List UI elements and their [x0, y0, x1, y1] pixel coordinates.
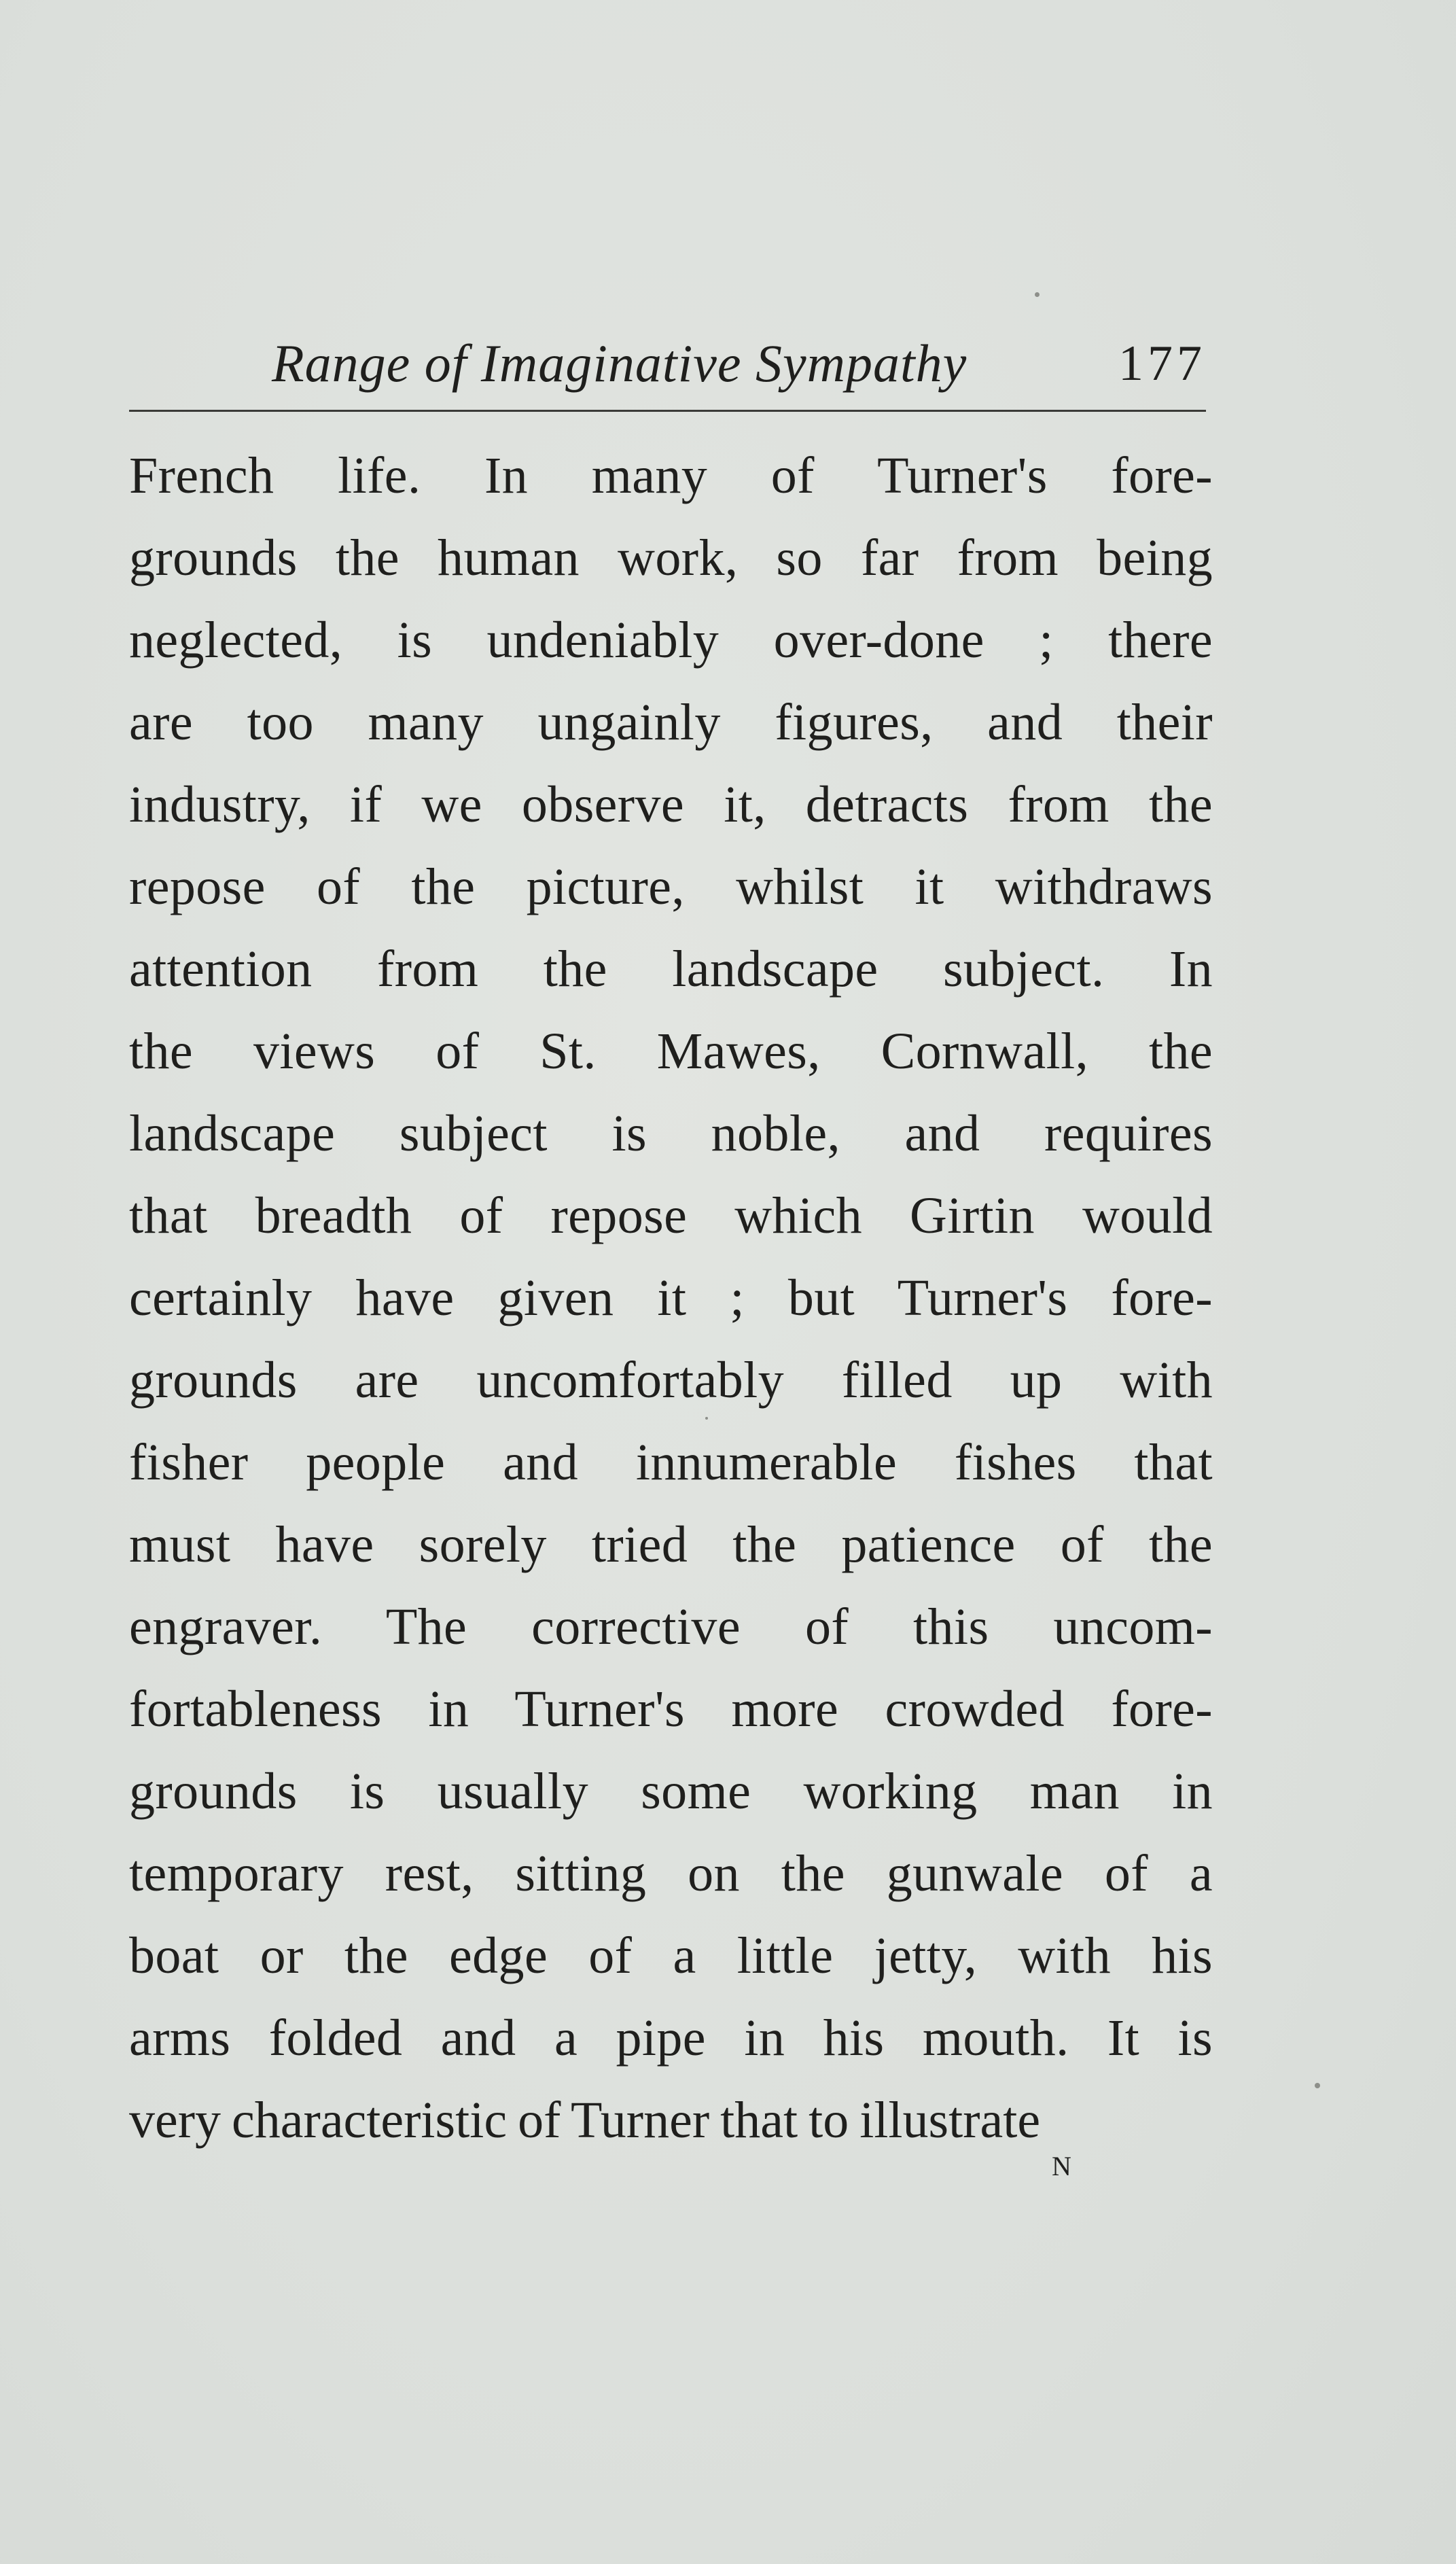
text-line: very characteristic of Turner that to illustrate — [129, 2092, 1041, 2149]
text-line: are too many ungainly figures, and their — [129, 694, 1213, 751]
text-line: grounds is usually some working man in — [129, 1763, 1213, 1820]
signature-mark: N — [1052, 2151, 1072, 2181]
text-line: fortableness in Turner's more crowded fore- — [129, 1681, 1213, 1738]
text-line: fisher people and innumerable fishes that — [129, 1434, 1213, 1491]
text-line: French life. In many of Turner's fore- — [129, 447, 1213, 504]
text-line: certainly have given it ; but Turner's fore- — [129, 1269, 1213, 1327]
text-line: engraver. The corrective of this uncom- — [129, 1598, 1213, 1655]
text-line: the views of St. Mawes, Cornwall, the — [129, 1023, 1213, 1080]
running-header — [129, 326, 1206, 401]
text-line: that breadth of repose which Girtin would — [129, 1187, 1213, 1244]
page-number: 177 — [1118, 336, 1206, 391]
text-line: arms folded and a pipe in his mouth. It is — [129, 2009, 1213, 2067]
text-line: temporary rest, sitting on the gunwale of a — [129, 1845, 1213, 1902]
text-line: industry, if we observe it, detracts from the — [129, 776, 1213, 833]
text-line: must have sorely tried the patience of the — [129, 1516, 1213, 1573]
text-line: repose of the picture, whilst it withdraws — [129, 858, 1213, 915]
paper-speck — [1035, 292, 1040, 297]
text-line: neglected, is undeniably over-done ; there — [129, 612, 1213, 669]
body-text — [129, 435, 1213, 2162]
text-line: attention from the landscape subject. In — [129, 941, 1213, 998]
text-line: landscape subject is noble, and requires — [129, 1105, 1213, 1162]
paper-speck — [1315, 2083, 1320, 2088]
text-line: grounds the human work, so far from being — [129, 529, 1213, 586]
text-line: grounds are uncomfortably filled up with — [129, 1352, 1213, 1409]
running-title: Range of Imaginative Sympathy — [272, 334, 967, 393]
header-rule — [129, 410, 1206, 412]
text-line: boat or the edge of a little jetty, with his — [129, 1927, 1213, 1984]
